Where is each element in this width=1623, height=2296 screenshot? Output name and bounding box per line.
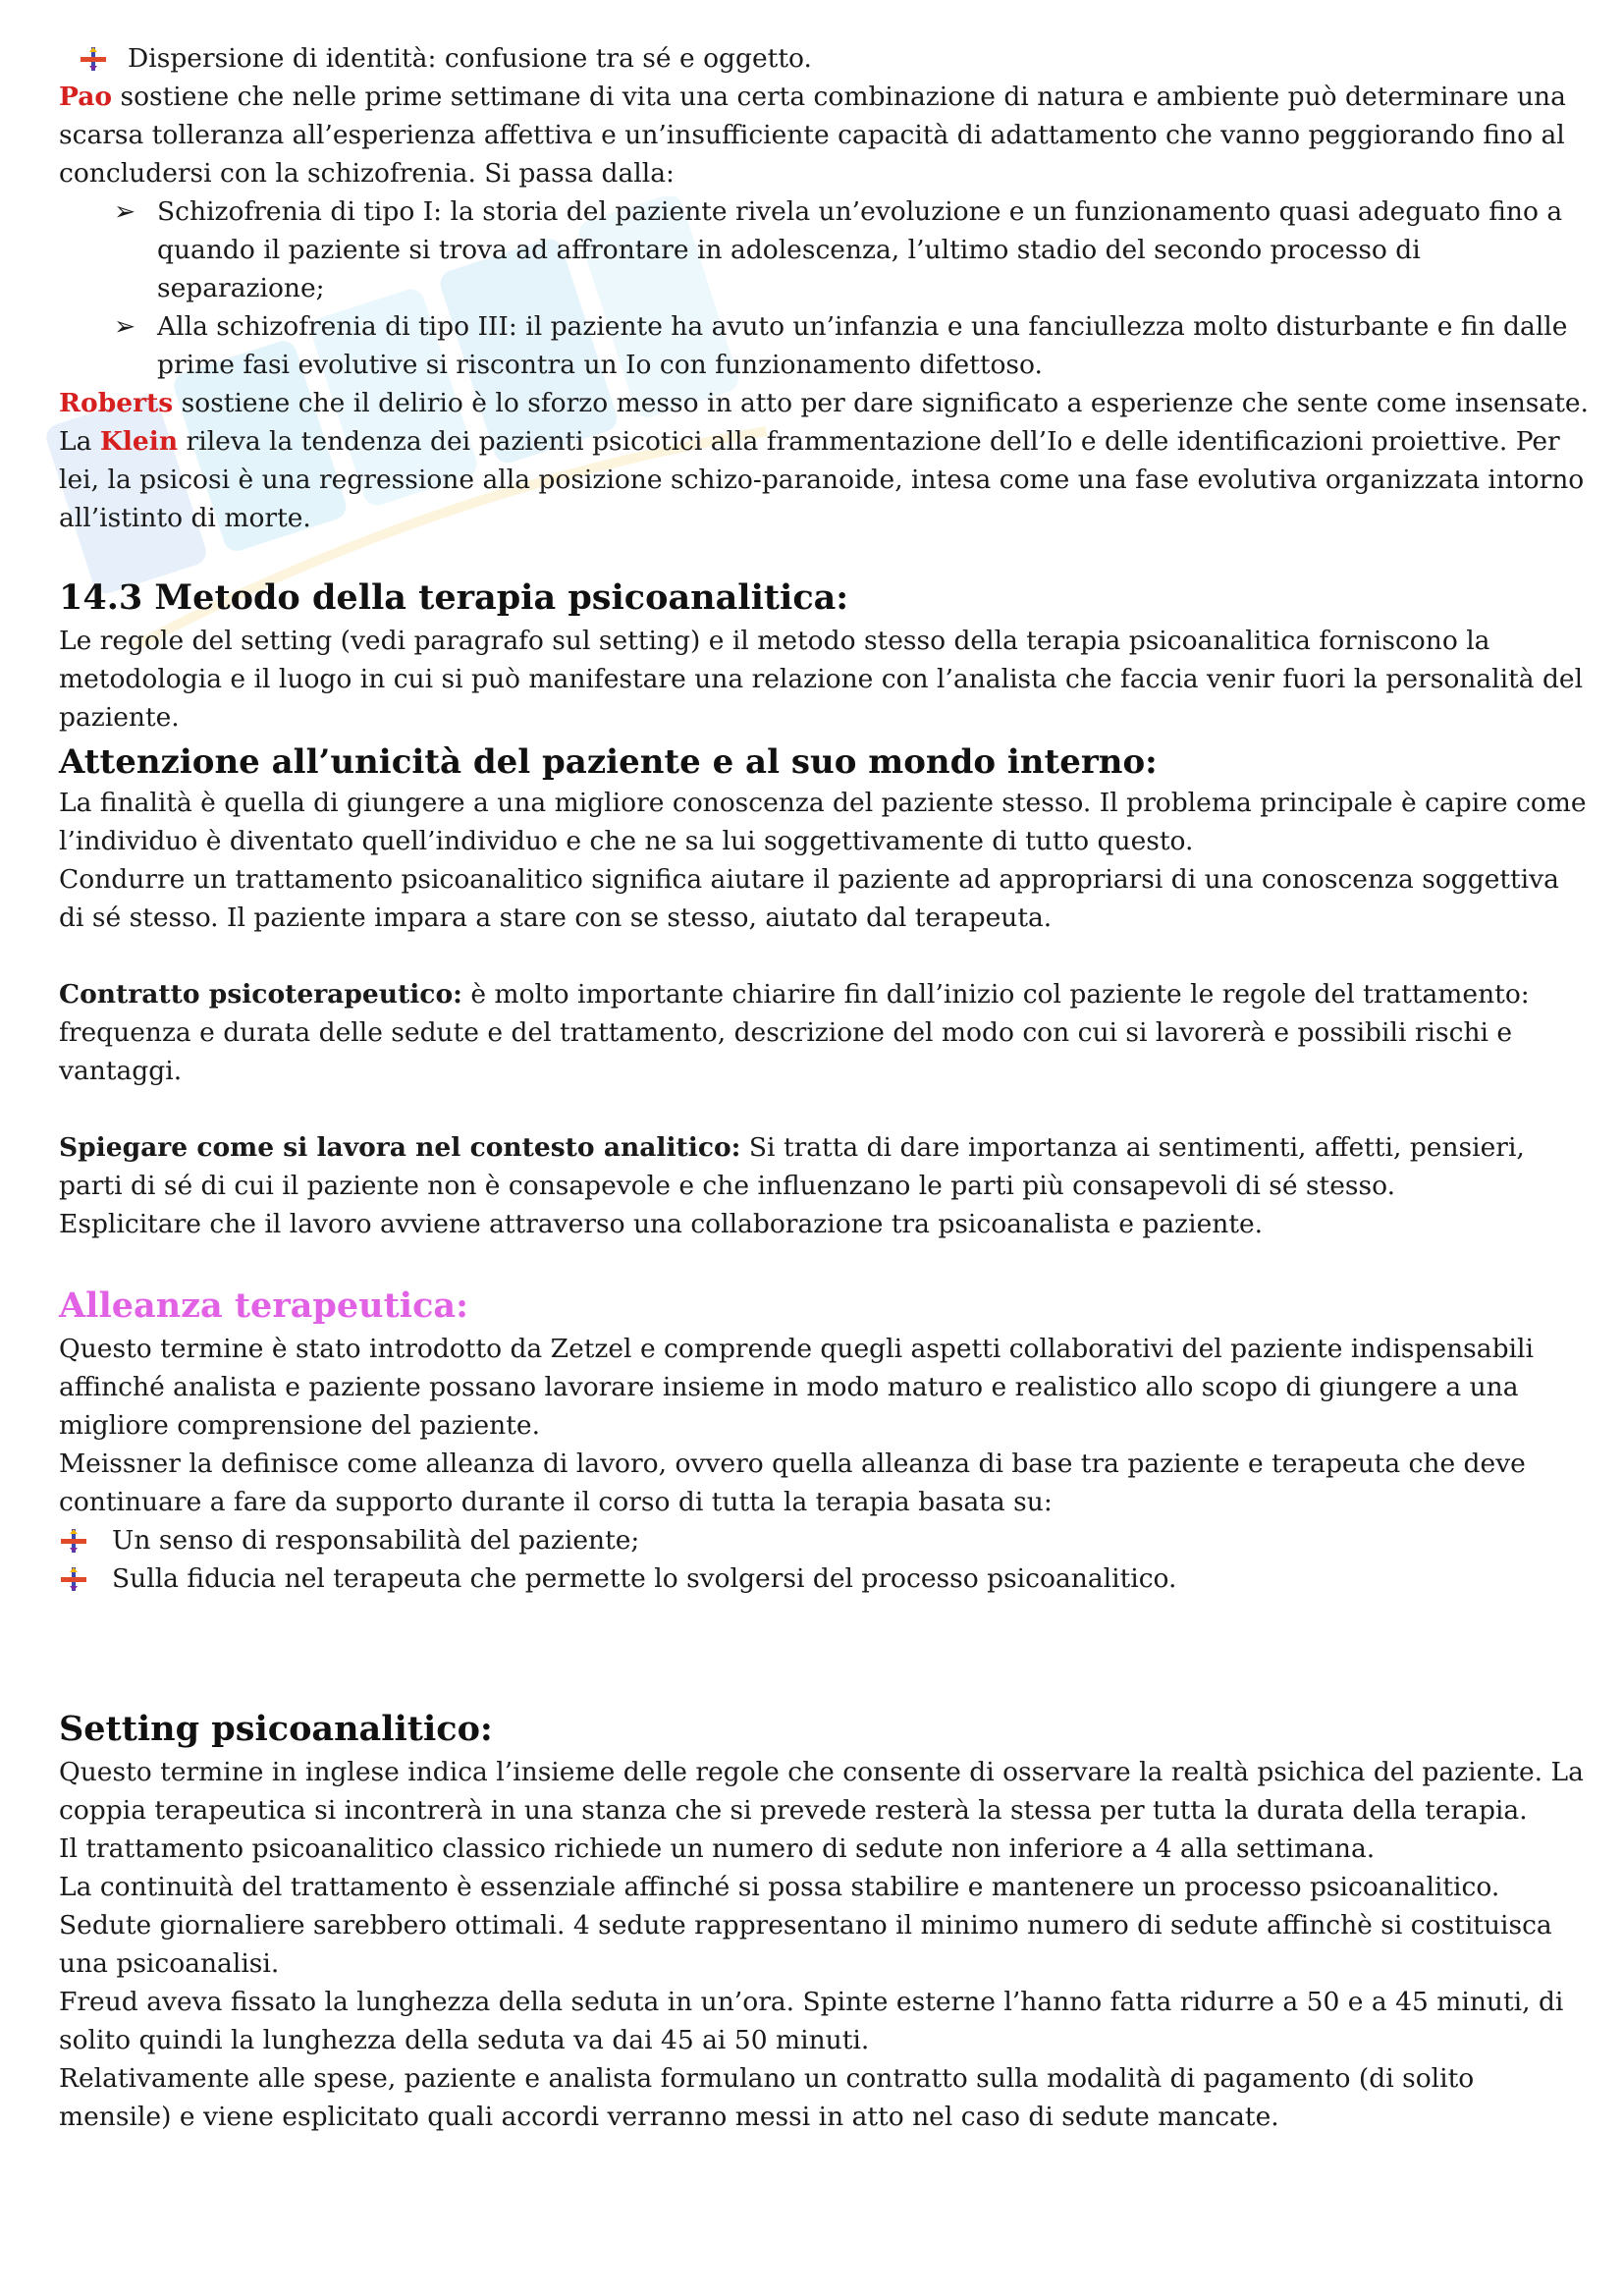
paragraph-text: sostiene che il delirio è lo sforzo messo in atto per dare significato a esperienze che sente come insensate. (173, 388, 1589, 418)
list-item-text: Schizofrenia di tipo I: la storia del paziente rivela un’evoluzione e un funzionamento quasi adeguato fino a quando il paziente si trova ad affrontare in adolescenza, l’ultimo stadio del secondo processo di separazione; (157, 196, 1563, 303)
paragraph-text: è molto importante chiarire fin dall’inizio col paziente le regole del trattamento: frequenza e durata delle sedute e del trattamento, descrizione del modo con cui si lavorerà e possibili rischi e vantaggi. (59, 979, 1530, 1086)
paragraph: Le regole del setting (vedi paragrafo sul setting) e il metodo stesso della terapia psicoanalitica forniscono la metodologia e il luogo in cui si può manifestare una relazione con l’analista che faccia venir fuori la personalità del paziente. (59, 626, 1584, 733)
list-item (59, 1521, 1591, 1559)
paragraph: La continuità del trattamento è essenziale affinché si possa stabilire e mantenere un processo psicoanalitico. Sedute giornaliere sarebbero ottimali. 4 sedute rappresentano il minimo numero di sedute affinchè si costituisca una psicoanalisi. (59, 1872, 1552, 1979)
paragraph: Questo termine è stato introdotto da Zetzel e comprende quegli aspetti collaborativi del paziente indispensabili affinché analista e paziente possano lavorare insieme in modo maturo e realistico allo scopo di giungere a una migliore comprensione del paziente. (59, 1334, 1534, 1441)
list-item (59, 1559, 1591, 1598)
term-label: Contratto psicoterapeutico: (59, 979, 462, 1010)
paragraph: Meissner la definisce come alleanza di lavoro, ovvero quella alleanza di base tra paziente e terapeuta che deve continuare a fare da supporto durante il corso di tutta la terapia basata su: (59, 1449, 1526, 1517)
paragraph: Condurre un trattamento psicoanalitico significa aiutare il paziente ad appropriarsi di una conoscenza soggettiva di sé stesso. Il paziente impara a stare con se stesso, aiutato dal terapeuta. (59, 864, 1559, 933)
paragraph: Freud aveva fissato la lunghezza della seduta in un’ora. Spinte esterne l’hanno fatta ridurre a 50 e a 45 minuti, di solito quindi la lunghezza della seduta va dai 45 ai 50 minuti. (59, 1987, 1564, 2055)
paragraph: Relativamente alle spese, paziente e analista formulano un contratto sulla modalità di pagamento (di solito mensile) e viene esplicitato quali accordi verranno messi in atto nel caso di sedute mancate. (59, 2063, 1475, 2132)
section-title-setting: Setting psicoanalitico: (59, 1709, 493, 1749)
paragraph-text: La (59, 426, 100, 457)
paragraph-text: sostiene che nelle prime settimane di vita una certa combinazione di natura e ambiente può determinare una scarsa tolleranza all’esperienza affettiva e un’insufficiente capacità di adattamento che vanno peggiorando fino al concludersi con la schizofrenia. Si passa dalla: (59, 82, 1566, 189)
paragraph-text: Si tratta di dare importanza ai sentimenti, affetti, pensieri, parti di sé di cui il paziente non è consapevole e che influenzano le parti più consapevoli di sé stesso. (59, 1132, 1525, 1201)
subsection-title: Attenzione all’unicità del paziente e al suo mondo interno: (59, 742, 1158, 782)
author-name: Klein (99, 426, 179, 457)
paragraph: La finalità è quella di giungere a una migliore conoscenza del paziente stesso. Il problema principale è capire come l’individuo è diventato quell’individuo e che ne sa lui soggettivamente di tutto questo. (59, 788, 1587, 856)
list-item-text: Un senso di responsabilità del paziente; (112, 1525, 640, 1556)
paragraph-klein (59, 422, 1591, 537)
list-item-text: Dispersione di identità: confusione tra sé e oggetto. (128, 43, 812, 74)
arrow-bullet-icon (61, 1567, 86, 1591)
list-item (86, 192, 1591, 307)
paragraph-contratto (59, 975, 1591, 1090)
list-item (59, 39, 1591, 78)
paragraph-roberts (59, 384, 1591, 422)
paragraph: Esplicitare che il lavoro avviene attraverso una collaborazione tra psicoanalista e paziente. (59, 1209, 1264, 1239)
section-title-alleanza: Alleanza terapeutica: (59, 1285, 468, 1326)
list-item-text: Alla schizofrenia di tipo III: il paziente ha avuto un’infanzia e una fanciullezza molto disturbante e fin dalle prime fasi evolutive si riscontra un Io con funzionamento difettoso. (157, 311, 1568, 380)
list-item-text: Sulla fiducia nel terapeuta che permette lo svolgersi del processo psicoanalitico. (112, 1563, 1177, 1594)
arrow-bullet-icon (81, 47, 106, 71)
paragraph-text: rileva la tendenza dei pazienti psicotici alla frammentazione dell’Io e delle identificazioni proiettive. Per lei, la psicosi è una regressione alla posizione schizo-paranoide, intesa come una fase evolutiva organizzata intorno all’istinto di morte. (59, 426, 1585, 533)
arrow-bullet-icon: ➢ (114, 196, 136, 227)
paragraph: Questo termine in inglese indica l’insieme delle regole che consente di osservare la realtà psichica del paziente. La coppia terapeutica si incontrerà in una stanza che si prevede resterà la stessa per tutta la durata della terapia. (59, 1757, 1584, 1826)
section-title: 14.3 Metodo della terapia psicoanalitica: (59, 577, 849, 618)
document-page (59, 39, 1591, 2136)
arrow-bullet-icon: ➢ (114, 311, 136, 342)
paragraph: Il trattamento psicoanalitico classico richiede un numero di sedute non inferiore a 4 alla settimana. (59, 1833, 1376, 1864)
paragraph-spiegare (59, 1128, 1591, 1205)
list-item (86, 307, 1591, 384)
author-name: Roberts (59, 388, 174, 418)
author-name: Pao (59, 82, 113, 112)
arrow-bullet-icon (61, 1529, 86, 1553)
term-label: Spiegare come si lavora nel contesto analitico: (59, 1132, 741, 1163)
arrow-list (59, 192, 1591, 384)
paragraph-pao (59, 78, 1591, 192)
